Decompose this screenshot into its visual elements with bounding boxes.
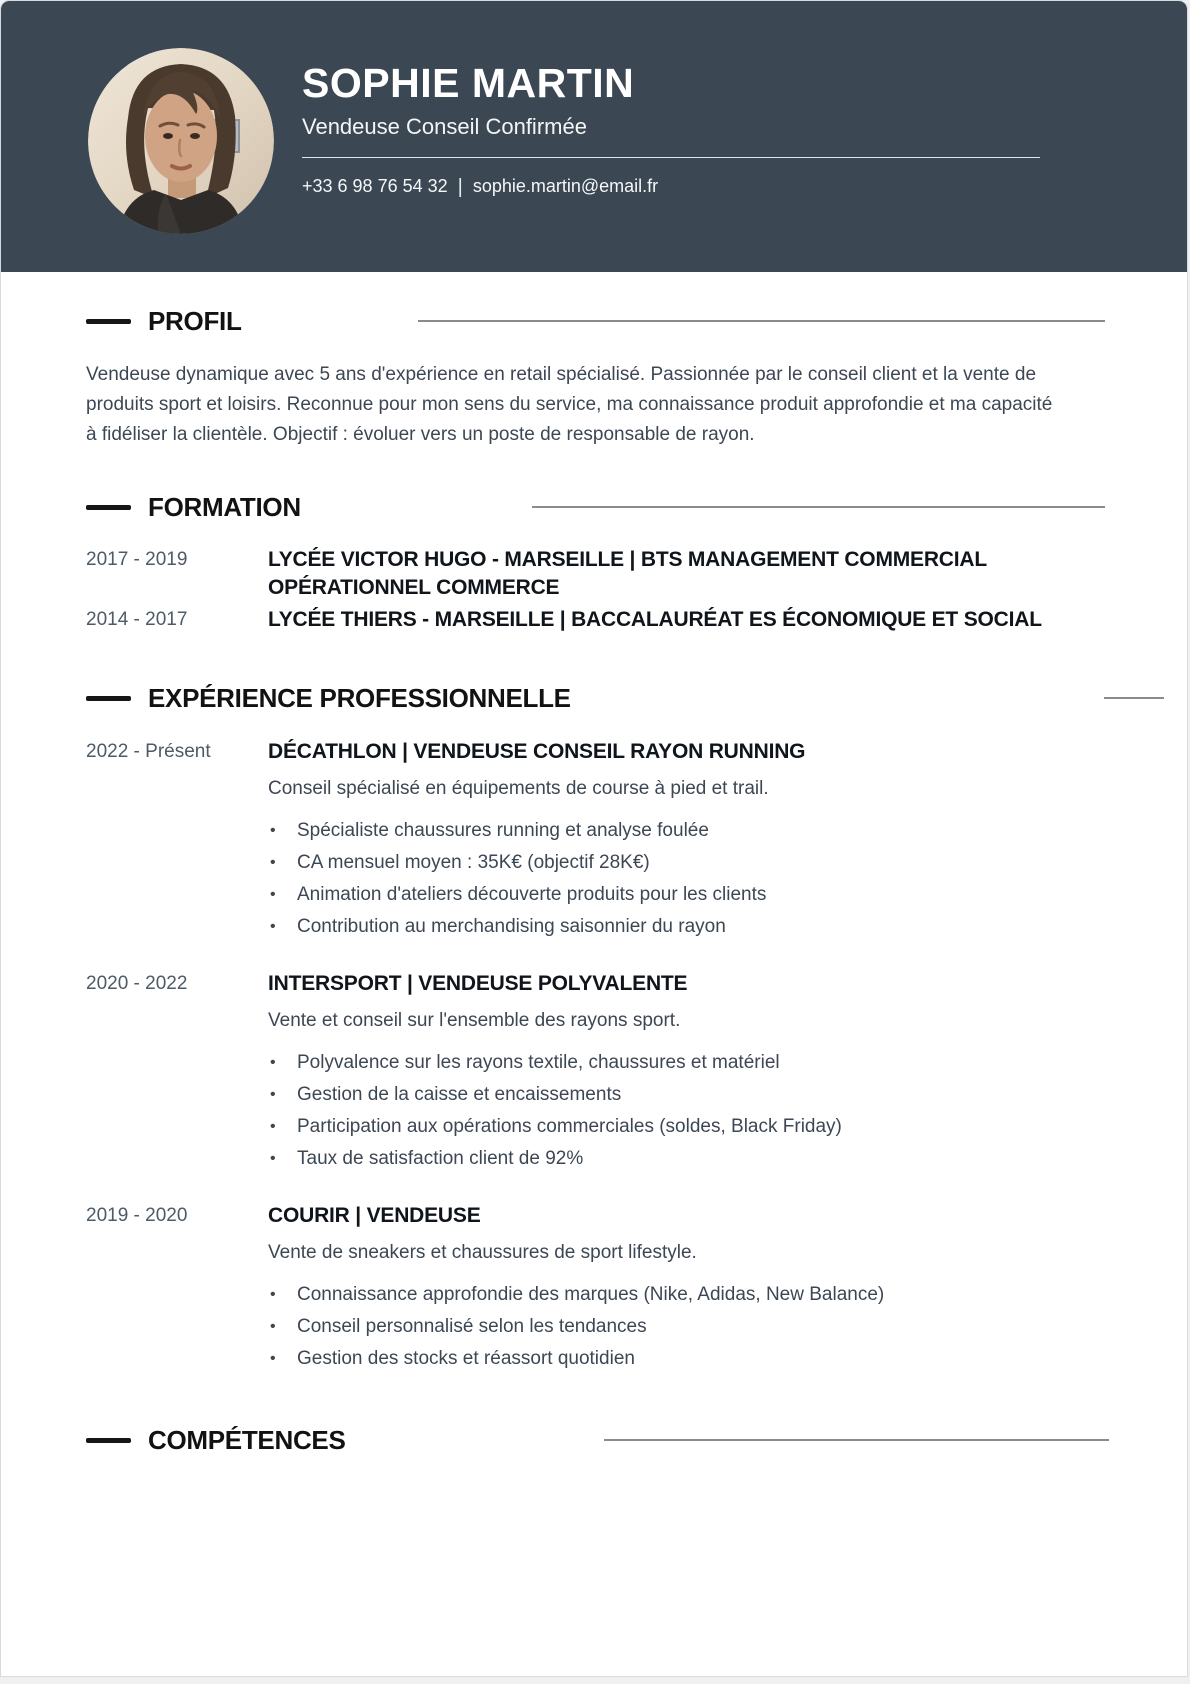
formation-period: 2017 - 2019 [86, 549, 188, 570]
job-bullet-text: Polyvalence sur les rayons textile, chaussures et matériel [297, 1052, 780, 1073]
job-period: 2020 - 2022 [86, 973, 188, 994]
experience-list [86, 737, 1101, 1375]
bullet-icon: • [270, 1350, 276, 1367]
section-rule [1104, 697, 1164, 699]
candidate-job-title: Vendeuse Conseil Confirmée [302, 114, 587, 139]
cv-body [1, 306, 1187, 1455]
job-details [268, 1201, 1101, 1375]
section-label-competences: COMPÉTENCES [148, 1424, 346, 1455]
email-address: sophie.martin@email.fr [472, 176, 659, 196]
section-label-profil: PROFIL [148, 305, 242, 336]
section-heading-experience [86, 683, 1101, 713]
section-rule [532, 506, 1105, 508]
job-description: Conseil spécialisé en équipements de course à pied et trail. [268, 778, 769, 799]
contact-line [302, 174, 1062, 199]
profile-photo [88, 48, 274, 234]
portrait-illustration [88, 48, 274, 234]
job-entry [86, 969, 1101, 1175]
job-title: COURIR | VENDEUSE [268, 1204, 481, 1227]
job-title: DÉCATHLON | VENDEUSE CONSEIL RAYON RUNNING [268, 740, 806, 763]
bullet-icon: • [270, 918, 276, 935]
formation-title: LYCÉE THIERS - MARSEILLE | BACCALAURÉAT ES ÉCONOMIQUE ET SOCIAL [268, 608, 1042, 631]
job-bullet-text: CA mensuel moyen : 35K€ (objectif 28K€) [297, 852, 650, 873]
job-bullet-list [268, 1279, 1101, 1375]
job-bullet-text: Gestion des stocks et réassort quotidien [297, 1348, 635, 1369]
job-bullet-list [268, 815, 1101, 943]
bullet-icon: • [270, 1286, 276, 1303]
header-banner [1, 1, 1187, 272]
job-bullet [268, 1111, 1101, 1143]
bullet-icon: • [270, 822, 276, 839]
job-bullet-list [268, 1047, 1101, 1175]
job-description: Vente et conseil sur l'ensemble des rayons sport. [268, 1010, 681, 1031]
job-description: Vente de sneakers et chaussures de sport lifestyle. [268, 1242, 697, 1263]
job-bullet-text: Animation d'ateliers découverte produits pour les clients [297, 884, 767, 905]
section-heading-competences [86, 1425, 1101, 1455]
section-dash [86, 1438, 131, 1443]
bullet-icon: • [270, 1054, 276, 1071]
contact-separator: | [457, 176, 463, 198]
formation-entry [86, 606, 1101, 634]
job-period: 2019 - 2020 [86, 1205, 188, 1226]
job-bullet [268, 815, 1101, 847]
bullet-icon: • [270, 1150, 276, 1167]
section-label-formation: FORMATION [148, 491, 301, 522]
job-bullet-text: Contribution au merchandising saisonnier du rayon [297, 916, 726, 937]
job-details [268, 969, 1101, 1175]
job-bullet [268, 1343, 1101, 1375]
section-heading-profil [86, 306, 1101, 336]
job-bullet [268, 1311, 1101, 1343]
job-bullet-text: Connaissance approfondie des marques (Nike, Adidas, New Balance) [297, 1284, 885, 1305]
job-bullet-text: Conseil personnalisé selon les tendances [297, 1316, 647, 1337]
formation-period: 2014 - 2017 [86, 609, 188, 630]
bullet-icon: • [270, 886, 276, 903]
job-entry [86, 737, 1101, 943]
formation-entry [86, 546, 1101, 602]
job-bullet [268, 1279, 1101, 1311]
job-bullet [268, 1047, 1101, 1079]
phone-number: +33 6 98 76 54 32 [302, 176, 448, 196]
job-bullet-text: Gestion de la caisse et encaissements [297, 1084, 622, 1105]
formation-list [86, 546, 1101, 634]
job-bullet [268, 879, 1101, 911]
candidate-name: SOPHIE MARTIN [302, 60, 635, 106]
section-dash [86, 319, 131, 324]
job-title: INTERSPORT | VENDEUSE POLYVALENTE [268, 972, 688, 995]
bullet-icon: • [270, 1118, 276, 1135]
job-bullet-text: Spécialiste chaussures running et analyse foulée [297, 820, 709, 841]
section-label-experience: EXPÉRIENCE PROFESSIONNELLE [148, 682, 571, 713]
section-dash [86, 696, 131, 701]
profil-paragraph: Vendeuse dynamique avec 5 ans d'expérience en retail spécialisé. Passionnée par le conseil client et la vente de produits sport et loisirs. Reconnue pour mon sens du service, ma connaissance produit approfondie et ma capacité à fidéliser la clientèle. Objectif : évoluer vers un poste de responsable de rayon. [86, 364, 1053, 445]
job-bullet [268, 911, 1101, 943]
job-bullet-text: Taux de satisfaction client de 92% [297, 1148, 584, 1169]
job-bullet [268, 1143, 1101, 1175]
job-entry [86, 1201, 1101, 1375]
bullet-icon: • [270, 854, 276, 871]
job-bullet-text: Participation aux opérations commerciales (soldes, Black Friday) [297, 1116, 842, 1137]
header-text-block [302, 61, 1062, 199]
formation-title: LYCÉE VICTOR HUGO - MARSEILLE | BTS MANAGEMENT COMMERCIAL OPÉRATIONNEL COMMERCE [268, 548, 987, 599]
section-heading-formation [86, 492, 1101, 522]
job-period: 2022 - Présent [86, 741, 211, 762]
section-rule [604, 1439, 1109, 1441]
job-bullet [268, 847, 1101, 879]
bullet-icon: • [270, 1086, 276, 1103]
section-dash [86, 505, 131, 510]
job-details [268, 737, 1101, 943]
section-rule [418, 320, 1105, 322]
job-bullet [268, 1079, 1101, 1111]
header-divider [302, 157, 1040, 158]
bullet-icon: • [270, 1318, 276, 1335]
